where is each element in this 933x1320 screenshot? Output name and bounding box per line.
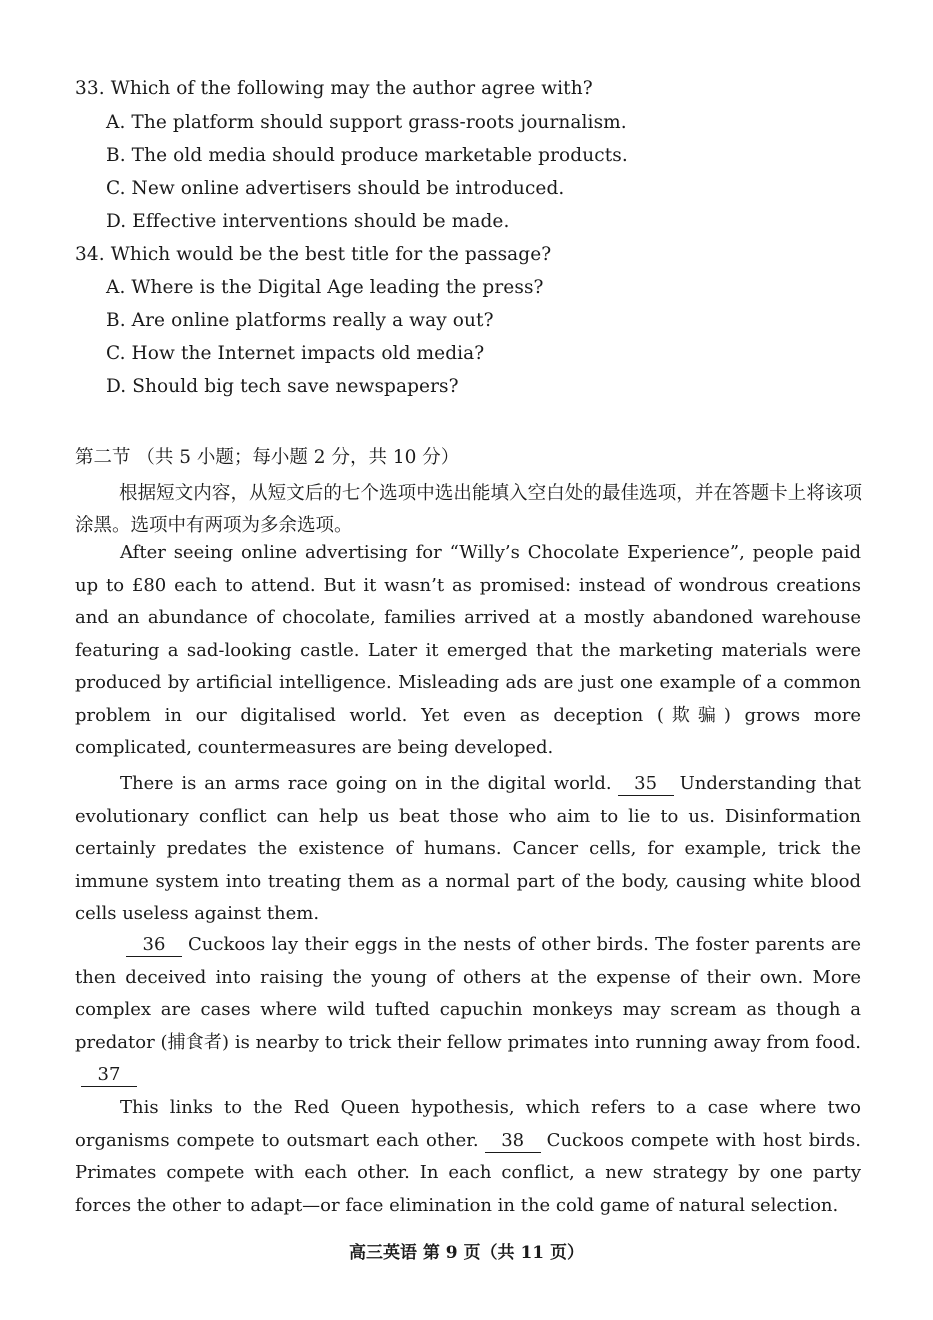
paragraph-4-text-b: Cuckoos compete with host birds. Primates compete with each other. In each conflict, a new strategy by one party forces the other to adapt—or face elimination in the cold game of natural selection. [75, 1129, 861, 1216]
section-heading: 第二节 （共 5 小题；每小题 2 分，共 10 分） [75, 447, 460, 468]
passage-paragraph-1: After seeing online advertising for “Willy’s Chocolate Experience”, people paid up to £80 each to attend. But it wasn’t as promised: instead of wondrous creations and an abundance of chocolate, families arrived at a mostly abandoned warehouse featuring a sad-looking castle. Later it emerged that the marketing materials were produced by artificial intelligence. Misleading ads are just one example of a common problem in our digitalised world. Yet even as deception (欺骗) grows more complicated, countermeasures are being developed. [75, 542, 861, 758]
blank-37: 37 [81, 1064, 137, 1087]
passage-paragraph-2 [75, 768, 861, 931]
question-34-option-d: D. Should big tech save newspapers? [106, 376, 459, 397]
blank-36: 36 [126, 934, 182, 957]
question-34-option-c: C. How the Internet impacts old media? [106, 343, 485, 364]
question-33-stem: 33. Which of the following may the author agree with? [75, 78, 593, 99]
question-34-option-a: A. Where is the Digital Age leading the press? [106, 277, 544, 298]
section-instruction: 根据短文内容，从短文后的七个选项中选出能填入空白处的最佳选项，并在答题卡上将该项涂黑。选项中有两项为多余选项。 [75, 483, 862, 536]
blank-38: 38 [485, 1130, 541, 1153]
question-33-option-c: C. New online advertisers should be introduced. [106, 178, 565, 199]
question-34-stem: 34. Which would be the best title for the passage? [75, 244, 552, 265]
question-33-option-d: D. Effective interventions should be made. [106, 211, 510, 232]
question-34-option-b: B. Are online platforms really a way out? [106, 310, 494, 331]
passage-paragraph-3 [75, 929, 861, 1092]
passage-paragraph-4 [75, 1092, 861, 1222]
paragraph-3-text: Cuckoos lay their eggs in the nests of other birds. The foster parents are then deceived into raising the young of others at the expense of their own. More complex are cases where wild tufted capuchin monkeys may scream as though a predator (捕食者) is nearby to trick their fellow primates into running away from food. [75, 934, 861, 1053]
paragraph-2-text-a: There is an arms race going on in the digital world. [120, 773, 612, 794]
blank-35: 35 [618, 773, 674, 796]
paragraph-4-text-a: This links to the Red Queen hypothesis, which refers to a case where two organisms compete to outsmart each other. [75, 1097, 861, 1151]
page-footer: 高三英语 第 9 页（共 11 页） [348, 1243, 585, 1263]
question-33-option-b: B. The old media should produce marketable products. [106, 145, 628, 166]
question-33-option-a: A. The platform should support grass-roots journalism. [106, 112, 627, 133]
paragraph-2-text-b: Understanding that evolutionary conflict can help us beat those who aim to lie to us. Disinformation certainly predates the existence of humans. Cancer cells, for example, trick the immune system into treating them as a normal part of the body, causing white blood cells useless against them. [75, 773, 861, 924]
